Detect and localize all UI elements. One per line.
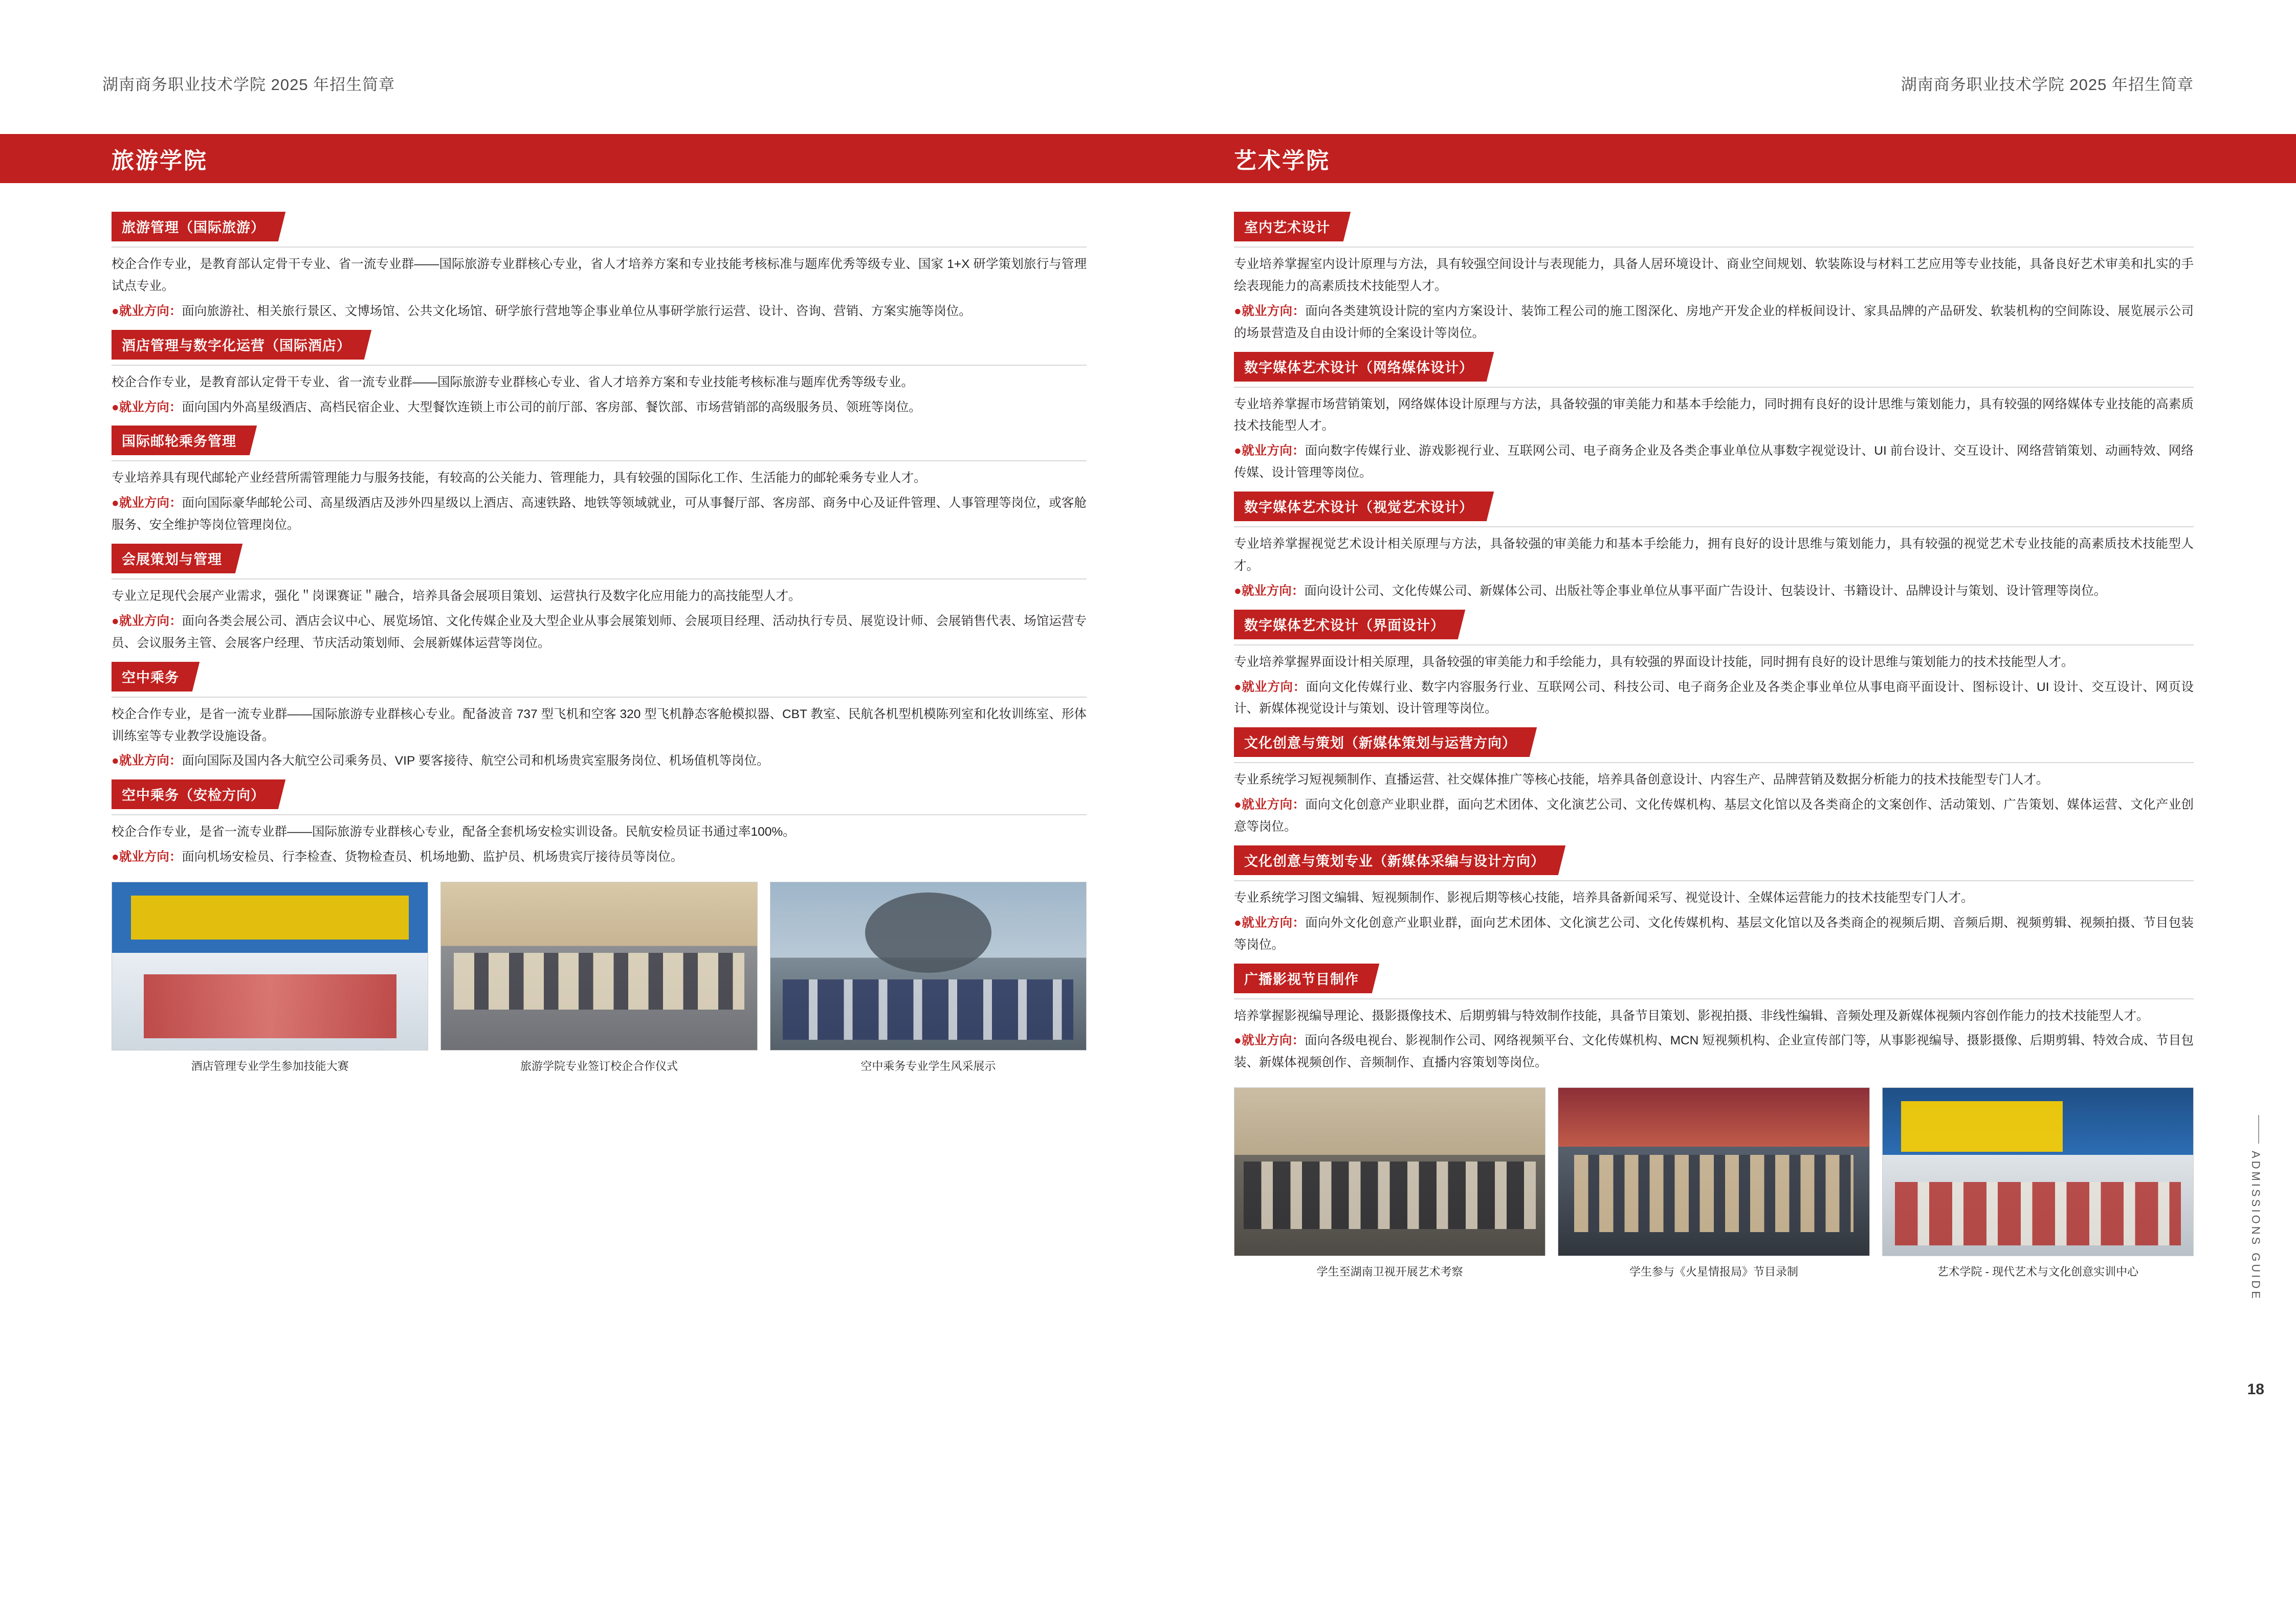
employment-label: 就业方向： xyxy=(119,496,182,510)
major-block xyxy=(112,330,1087,419)
photo-strip-left xyxy=(112,882,1087,1074)
college-title-tourism: 旅游学院 xyxy=(112,148,208,173)
photo-caption: 空中乘务专业学生风采展示 xyxy=(860,1060,996,1073)
photo-caption: 旅游学院专业签订校企合作仪式 xyxy=(520,1060,678,1073)
major-block xyxy=(1234,352,2194,485)
major-title: 空中乘务（安检方向） xyxy=(112,779,275,809)
employment-line xyxy=(112,750,1087,772)
employment-line xyxy=(1234,912,2194,956)
bullet-icon: ● xyxy=(112,496,119,510)
employment-label: 就业方向： xyxy=(1242,304,1306,318)
college-title-arts: 艺术学院 xyxy=(1234,148,1330,173)
column-right xyxy=(1148,134,2296,1607)
major-description: 培养掌握影视编导理论、摄影摄像技术、后期剪辑与特效制作技能，具备节目策划、影视拍摄、非线性编辑、音频处理及新媒体视频内容创作能力的技术技能型人才。 xyxy=(1234,1009,2149,1023)
photo-training-center xyxy=(1882,1087,2194,1256)
major-title: 文化创意与策划专业（新媒体采编与设计方向） xyxy=(1234,845,1555,875)
employment-text: 面向设计公司、文化传媒公司、新媒体公司、出版社等企事业单位从事平面广告设计、包装设计、书籍设计、品牌设计与策划、设计管理等岗位。 xyxy=(1304,584,2107,598)
major-description: 专业培养掌握界面设计相关原理，具备较强的审美能力和手绘能力，具有较强的界面设计技能，同时拥有良好的设计思维与策划能力的技术技能型人才。 xyxy=(1234,655,2074,669)
employment-text: 面向文化创意产业职业群，面向艺术团体、文化演艺公司、文化传媒机构、基层文化馆以及各类商企的文案创作、活动策划、广告策划、媒体运营、文化产业创意等岗位。 xyxy=(1234,798,2194,834)
employment-label: 就业方向： xyxy=(119,850,182,864)
bullet-icon: ● xyxy=(1234,584,1242,598)
divider xyxy=(1234,998,2194,999)
major-description: 校企合作专业，是省一流专业群——国际旅游专业群核心专业。配备波音 737 型飞机和空客 320 型飞机静态客舱模拟器、CBT 教室、民航各机型机模陈列室和化妆训练室、形体训练室等专业教学设施设备。 xyxy=(112,707,1087,743)
divider xyxy=(112,460,1087,461)
photo-tv-show-recording xyxy=(1558,1087,1869,1256)
major-title: 室内艺术设计 xyxy=(1234,212,1340,241)
major-block xyxy=(1234,212,2194,345)
employment-text: 面向外文化创意产业职业群，面向艺术团体、文化演艺公司、文化传媒机构、基层文化馆以及各类商企的视频后期、音频后期、视频剪辑、视频拍摄、节目包装等岗位。 xyxy=(1234,916,2194,952)
photo-cell xyxy=(770,882,1087,1074)
right-majors xyxy=(1234,183,2194,1279)
major-block xyxy=(112,544,1087,655)
major-title: 会展策划与管理 xyxy=(112,544,232,573)
major-description: 专业培养掌握室内设计原理与方法，具有较强空间设计与表现能力，具备人居环境设计、商业空间规划、软装陈设与材料工艺应用等专业技能，具备良好艺术审美和扎实的手绘表现能力的高素质技术技能型人才。 xyxy=(1234,257,2194,293)
photo-caption: 艺术学院 - 现代艺术与文化创意实训中心 xyxy=(1937,1265,2139,1279)
photo-cooperation-ceremony xyxy=(440,882,757,1051)
photo-cabin-crew-showcase xyxy=(770,882,1087,1051)
photo-cell xyxy=(440,882,757,1074)
bullet-icon: ● xyxy=(1234,1034,1242,1048)
employment-label: 就业方向： xyxy=(1242,680,1306,694)
photo-caption: 学生至湖南卫视开展艺术考察 xyxy=(1316,1265,1463,1279)
employment-text: 面向国内外高星级酒店、高档民宿企业、大型餐饮连锁上市公司的前厅部、客房部、餐饮部、市场营销部的高级服务员、领班等岗位。 xyxy=(182,400,921,414)
bullet-icon: ● xyxy=(1234,444,1242,458)
employment-line xyxy=(1234,794,2194,838)
page-number: 18 xyxy=(2247,1381,2264,1398)
running-head xyxy=(0,72,2296,95)
major-block xyxy=(1234,492,2194,602)
employment-label: 就业方向： xyxy=(119,754,182,768)
bullet-icon: ● xyxy=(112,850,119,864)
employment-text: 面向各级电视台、影视制作公司、网络视频平台、文化传媒机构、MCN 短视频机构、企业宣传部门等，从事影视编导、摄影摄像、后期剪辑、特效合成、节目包装、新媒体视频创作、音频制作、直播内容策划等岗位。 xyxy=(1234,1034,2194,1070)
major-description: 校企合作专业，是省一流专业群——国际旅游专业群核心专业，配备全套机场安检实训设备。民航安检员证书通过率100%。 xyxy=(112,825,796,839)
major-title: 数字媒体艺术设计（界面设计） xyxy=(1234,610,1455,639)
employment-text: 面向各类建筑设计院的室内方案设计、装饰工程公司的施工图深化、房地产开发企业的样板间设计、家具品牌的产品研发、软装机构的空间陈设、展览展示公司的场景营造及自由设计师的全案设计等岗位。 xyxy=(1234,304,2194,340)
employment-text: 面向文化传媒行业、数字内容服务行业、互联网公司、科技公司、电子商务企业及各类企事业单位从事电商平面设计、图标设计、UI 设计、交互设计、网页设计、新媒体视觉设计与策划、设计管理等岗位。 xyxy=(1234,680,2194,716)
employment-line xyxy=(112,301,1087,323)
column-left xyxy=(0,134,1148,1607)
major-description: 专业系统学习短视频制作、直播运营、社交媒体推广等核心技能，培养具备创意设计、内容生产、品牌营销及数据分析能力的技术技能型专门人才。 xyxy=(1234,773,2049,787)
bullet-icon: ● xyxy=(112,400,119,414)
side-rule xyxy=(2258,1115,2259,1144)
employment-text: 面向国际豪华邮轮公司、高星级酒店及涉外四星级以上酒店、高速铁路、地铁等领域就业，可从事餐厅部、客房部、商务中心及证件管理、人事管理等岗位，或客舱服务、安全维护等岗位管理岗位。 xyxy=(112,496,1087,532)
photo-cell xyxy=(1558,1087,1869,1279)
employment-line xyxy=(112,611,1087,655)
employment-label: 就业方向： xyxy=(119,400,182,414)
employment-line xyxy=(1234,440,2194,484)
side-tab-label: ADMISSIONS GUIDE xyxy=(2249,1151,2262,1301)
employment-line xyxy=(1234,301,2194,345)
bullet-icon: ● xyxy=(112,754,119,768)
major-block xyxy=(112,426,1087,537)
major-block xyxy=(1234,845,2194,956)
bullet-icon: ● xyxy=(112,304,119,318)
employment-line xyxy=(1234,581,2194,602)
employment-line xyxy=(112,493,1087,537)
major-title: 数字媒体艺术设计（网络媒体设计） xyxy=(1234,352,1484,382)
divider xyxy=(112,365,1087,366)
major-description: 专业培养具有现代邮轮产业经营所需管理能力与服务技能，有较高的公关能力、管理能力，具有较强的国际化工作、生活能力的邮轮乘务专业人才。 xyxy=(112,471,926,485)
divider xyxy=(112,247,1087,248)
employment-label: 就业方向： xyxy=(1242,916,1306,930)
bullet-icon: ● xyxy=(1234,798,1242,812)
major-title: 广播影视节目制作 xyxy=(1234,964,1369,993)
bullet-icon: ● xyxy=(1234,304,1242,318)
bullet-icon: ● xyxy=(1234,680,1242,694)
major-block xyxy=(1234,610,2194,721)
major-description: 专业系统学习图文编辑、短视频制作、影视后期等核心技能，培养具备新闻采写、视觉设计、全媒体运营能力的技术技能型专门人才。 xyxy=(1234,890,1974,905)
major-title: 文化创意与策划（新媒体策划与运营方向） xyxy=(1234,727,1527,757)
major-block xyxy=(112,662,1087,773)
divider xyxy=(1234,387,2194,388)
bullet-icon: ● xyxy=(1234,916,1242,930)
divider xyxy=(1234,247,2194,248)
major-title: 旅游管理（国际旅游） xyxy=(112,212,275,241)
major-description: 校企合作专业，是教育部认定骨干专业、省一流专业群——国际旅游专业群核心专业，省人才培养方案和专业技能考核标准与题库优秀等级专业、国家 1+X 研学策划旅行与管理试点专业。 xyxy=(112,257,1087,293)
employment-label: 就业方向： xyxy=(119,614,182,628)
employment-text: 面向各类会展公司、酒店会议中心、展览场馆、文化传媒企业及大型企业从事会展策划师、会展项目经理、活动执行专员、展览设计师、会展销售代表、场馆运营专员、会议服务主管、会展客户经理、节庆活动策划师、会展新媒体运营等岗位。 xyxy=(112,614,1087,650)
major-block xyxy=(112,779,1087,868)
major-title: 数字媒体艺术设计（视觉艺术设计） xyxy=(1234,492,1484,521)
major-title: 酒店管理与数字化运营（国际酒店） xyxy=(112,330,361,360)
employment-label: 就业方向： xyxy=(1241,584,1305,598)
employment-line xyxy=(112,397,1087,419)
divider xyxy=(112,578,1087,579)
employment-text: 面向旅游社、相关旅行景区、文博场馆、公共文化场馆、研学旅行营地等企事业单位从事研学旅行运营、设计、咨询、营销、方案实施等岗位。 xyxy=(182,304,972,318)
major-description: 专业培养掌握市场营销策划，网络媒体设计原理与方法，具备较强的审美能力和基本手绘能力，同时拥有良好的设计思维与策划能力，具有较强的网络媒体专业技能的高素质技术技能型人才。 xyxy=(1234,397,2194,433)
divider xyxy=(1234,880,2194,881)
employment-line xyxy=(112,846,1087,868)
photo-caption: 学生参与《火星情报局》节目录制 xyxy=(1629,1265,1798,1279)
content-columns xyxy=(0,134,2296,1607)
photo-hunan-tv-visit xyxy=(1234,1087,1546,1256)
running-head-right: 湖南商务职业技术学院 2025 年招生简章 xyxy=(1901,76,2194,94)
photo-caption: 酒店管理专业学生参加技能大赛 xyxy=(191,1060,349,1073)
major-description: 专业培养掌握视觉艺术设计相关原理与方法，具备较强的审美能力和基本手绘能力，拥有良好的设计思维与策划能力，具有较强的视觉艺术专业技能的高素质技术技能型人才。 xyxy=(1234,537,2194,573)
employment-text: 面向国际及国内各大航空公司乘务员、VIP 要客接待、航空公司和机场贵宾室服务岗位、机场值机等岗位。 xyxy=(182,754,769,768)
left-majors xyxy=(112,183,1087,1074)
employment-label: 就业方向： xyxy=(119,304,182,318)
employment-label: 就业方向： xyxy=(1242,444,1305,458)
major-description: 校企合作专业，是教育部认定骨干专业、省一流专业群——国际旅游专业群核心专业、省人才培养方案和专业技能考核标准与题库优秀等级专业。 xyxy=(112,375,914,389)
photo-cell xyxy=(112,882,428,1074)
employment-line xyxy=(1234,1030,2194,1074)
major-title: 空中乘务 xyxy=(112,662,189,691)
divider xyxy=(112,697,1087,698)
employment-line xyxy=(1234,677,2194,721)
divider xyxy=(1234,762,2194,763)
photo-cell xyxy=(1882,1087,2194,1279)
employment-text: 面向数字传媒行业、游戏影视行业、互联网公司、电子商务企业及各类企事业单位从事数字视觉设计、UI 前台设计、交互设计、网络营销策划、动画特效、网络传媒、设计管理等岗位。 xyxy=(1234,444,2194,480)
photo-strip-right xyxy=(1234,1087,2194,1279)
employment-label: 就业方向： xyxy=(1242,798,1306,812)
divider xyxy=(112,814,1087,815)
major-block xyxy=(1234,964,2194,1075)
major-block xyxy=(1234,727,2194,838)
photo-cell xyxy=(1234,1087,1546,1279)
major-title: 国际邮轮乘务管理 xyxy=(112,426,247,455)
employment-text: 面向机场安检员、行李检查、货物检查员、机场地勤、监护员、机场贵宾厅接待员等岗位。 xyxy=(182,850,683,864)
running-head-left: 湖南商务职业技术学院 2025 年招生简章 xyxy=(102,76,395,94)
major-block xyxy=(112,212,1087,323)
divider xyxy=(1234,526,2194,527)
employment-label: 就业方向： xyxy=(1241,1034,1305,1048)
major-description: 专业立足现代会展产业需求，强化＂岗课赛证＂融合，培养具备会展项目策划、运营执行及数字化应用能力的高技能型人才。 xyxy=(112,589,801,603)
divider xyxy=(1234,644,2194,645)
photo-hotel-skill-contest xyxy=(112,882,428,1051)
bullet-icon: ● xyxy=(112,614,119,628)
